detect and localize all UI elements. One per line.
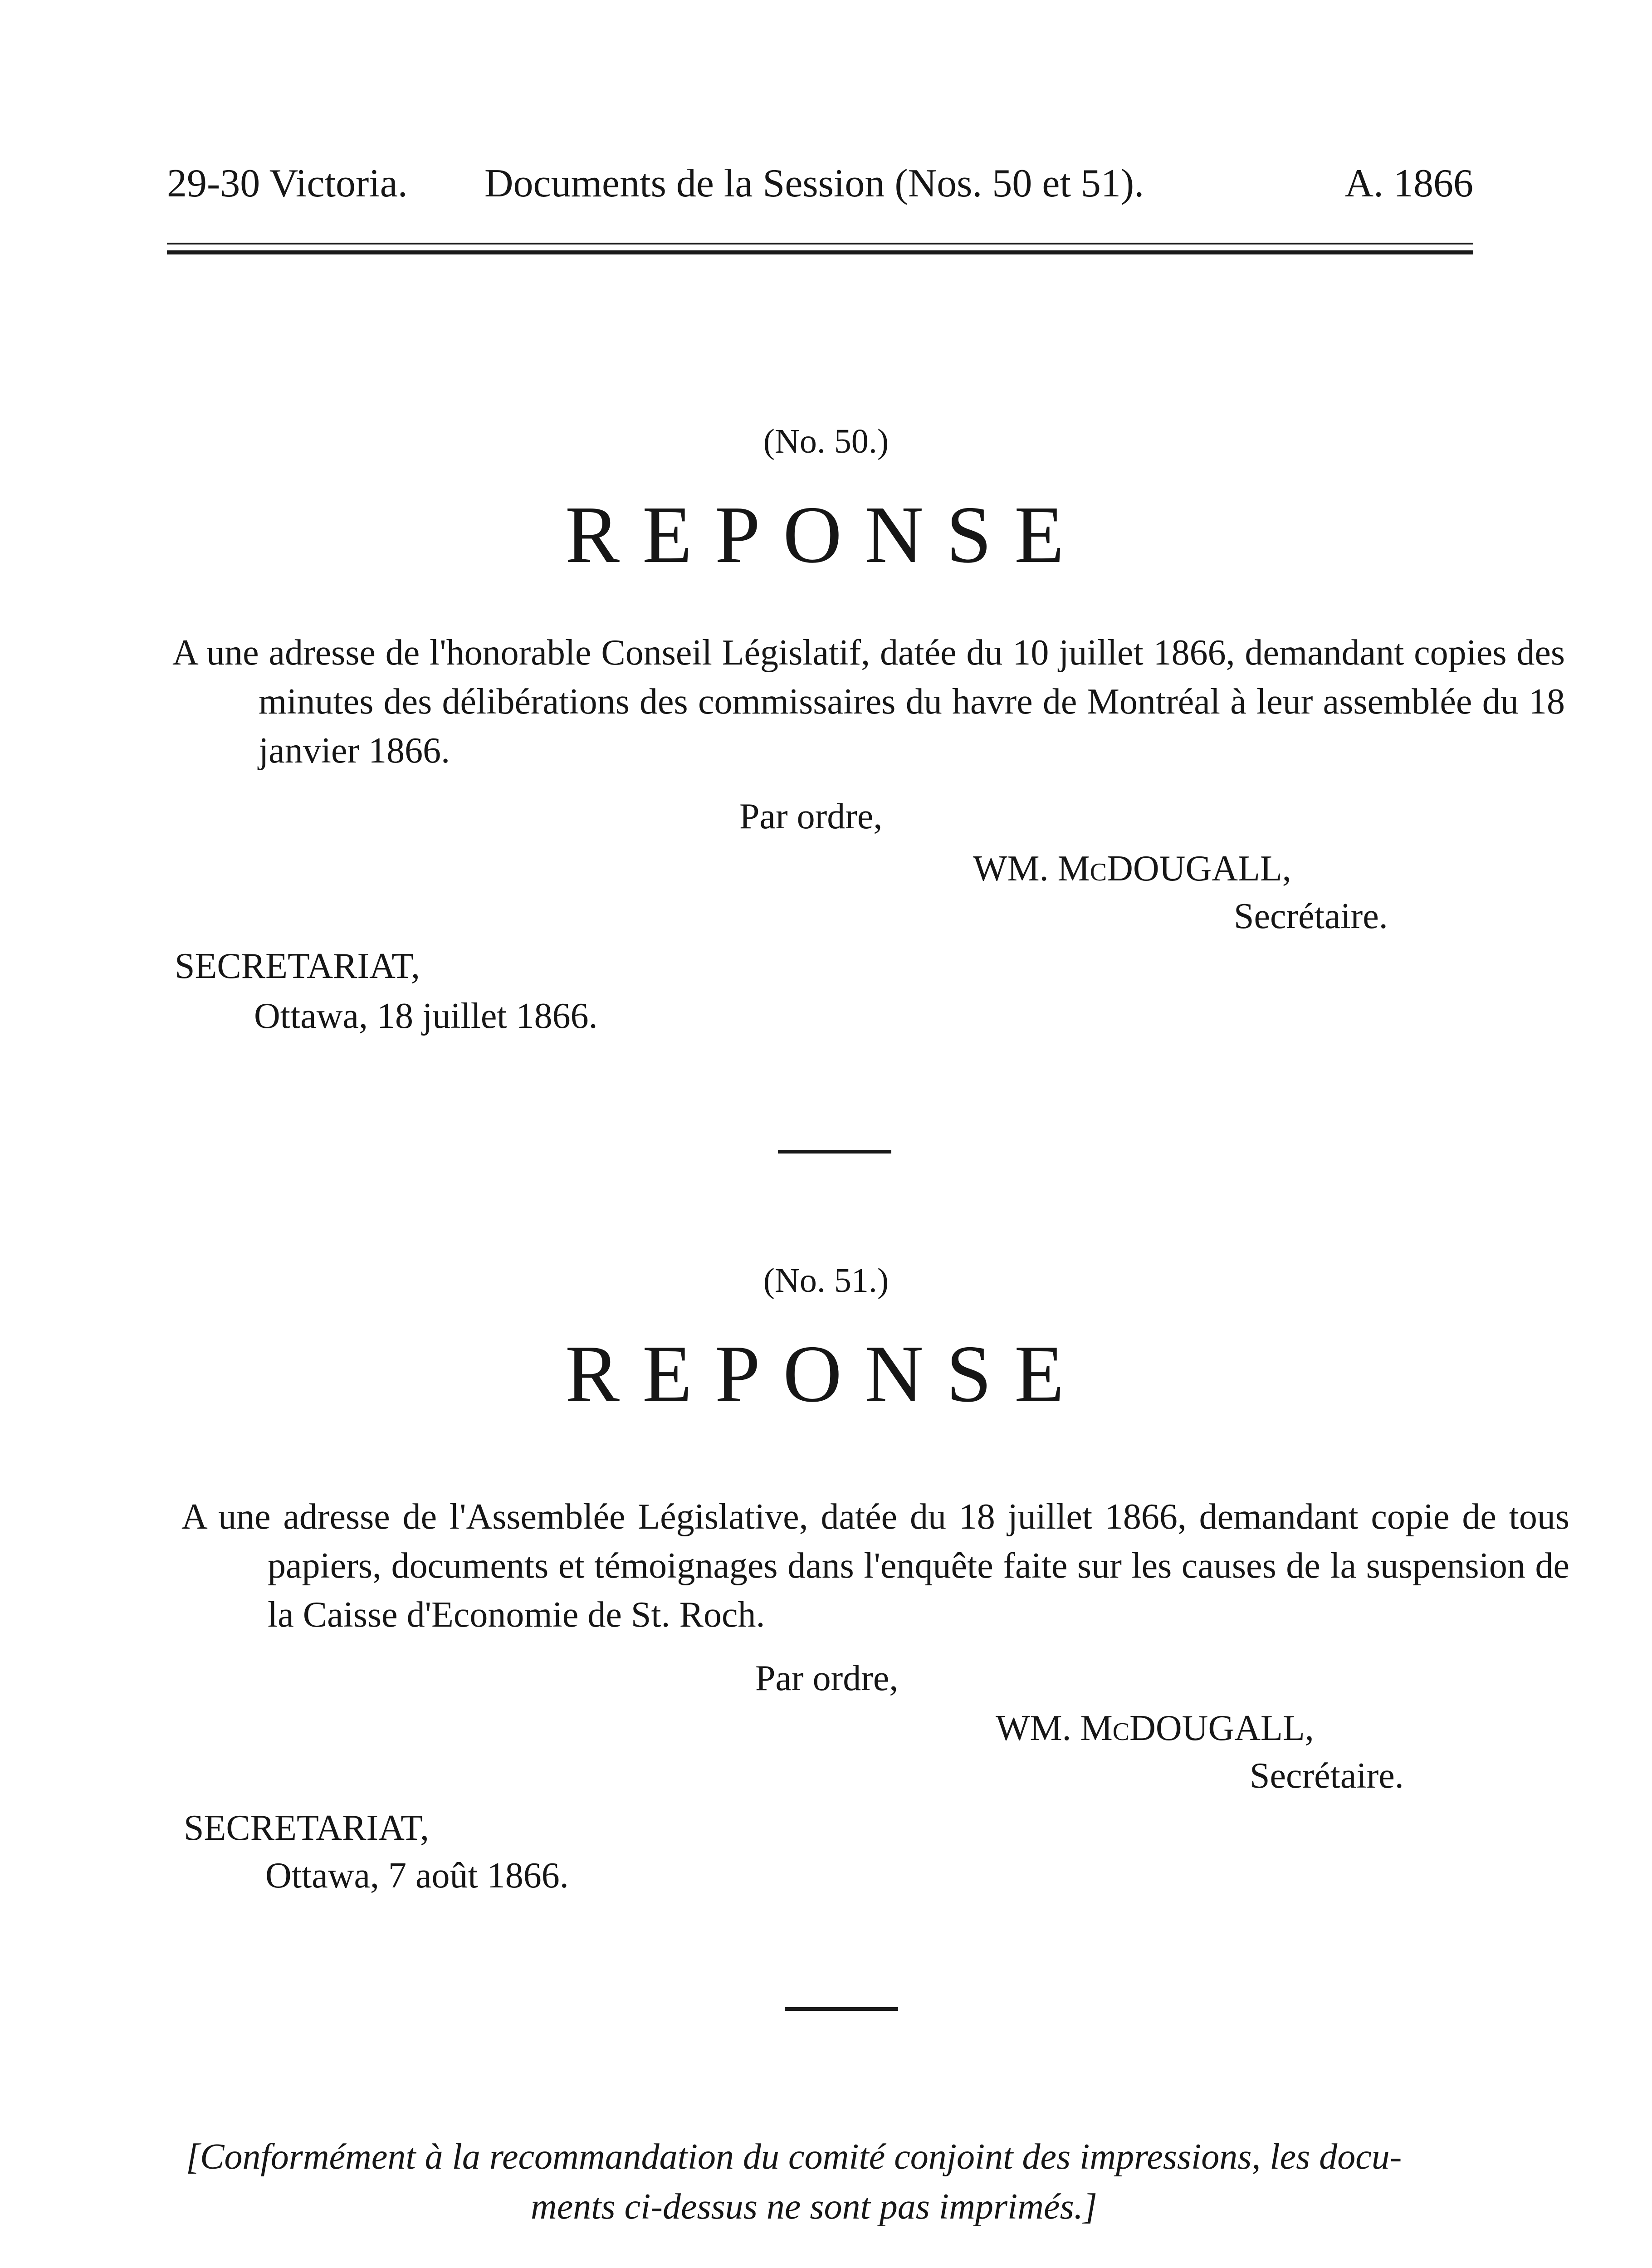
par-ordre: Par ordre,: [739, 797, 883, 836]
section-paragraph: A une adresse de l'Assemblée Législative, datée du 18 juillet 1866, demandant copie de tous papiers, documents et témoignages dans l'enquête faite sur les causes de la suspension de la Caisse d'Economie de St. Roch.: [181, 1497, 1569, 1635]
office-name: SECRETARIAT,: [175, 946, 420, 986]
page-header: [167, 156, 1473, 211]
header-document-title: Documents de la Session (Nos. 50 et 51).: [484, 161, 1144, 205]
section-title: REPONSE: [565, 1329, 1087, 1419]
footnote: [186, 2132, 1492, 2232]
signatory-name: WM. McDOUGALL,: [996, 1708, 1314, 1748]
section-separator: [778, 1150, 891, 1154]
footnote-line-2: ments ci-dessus ne sont pas imprimés.]: [531, 2187, 1097, 2227]
office-name: SECRETARIAT,: [184, 1808, 430, 1848]
header-rule-thick: [167, 250, 1473, 254]
place-date: Ottawa, 18 juillet 1866.: [254, 996, 598, 1036]
header-rule-thin: [167, 243, 1473, 244]
signatory-name: WM. McDOUGALL,: [973, 849, 1291, 889]
section-paragraph: A une adresse de l'honorable Conseil Législatif, datée du 10 juillet 1866, demandant copies des minutes des délibérations des commissaires du havre de Montréal à leur assemblée du 18 janvier 1866.: [172, 633, 1565, 771]
header-year: A. 1866: [1344, 161, 1473, 205]
footnote-line-1: [Conformément à la recommandation du comité conjoint des impressions, les docu-: [186, 2137, 1402, 2177]
signatory-title: Secrétaire.: [1234, 896, 1388, 936]
signatory-title: Secrétaire.: [1250, 1756, 1404, 1796]
section-number: (No. 50.): [763, 422, 889, 460]
section-title: REPONSE: [565, 489, 1087, 580]
section-separator: [785, 2007, 898, 2011]
section-number: (No. 51.): [763, 1261, 889, 1300]
header-session: 29-30 Victoria.: [167, 161, 408, 205]
par-ordre: Par ordre,: [755, 1658, 899, 1698]
place-date: Ottawa, 7 août 1866.: [265, 1856, 569, 1896]
